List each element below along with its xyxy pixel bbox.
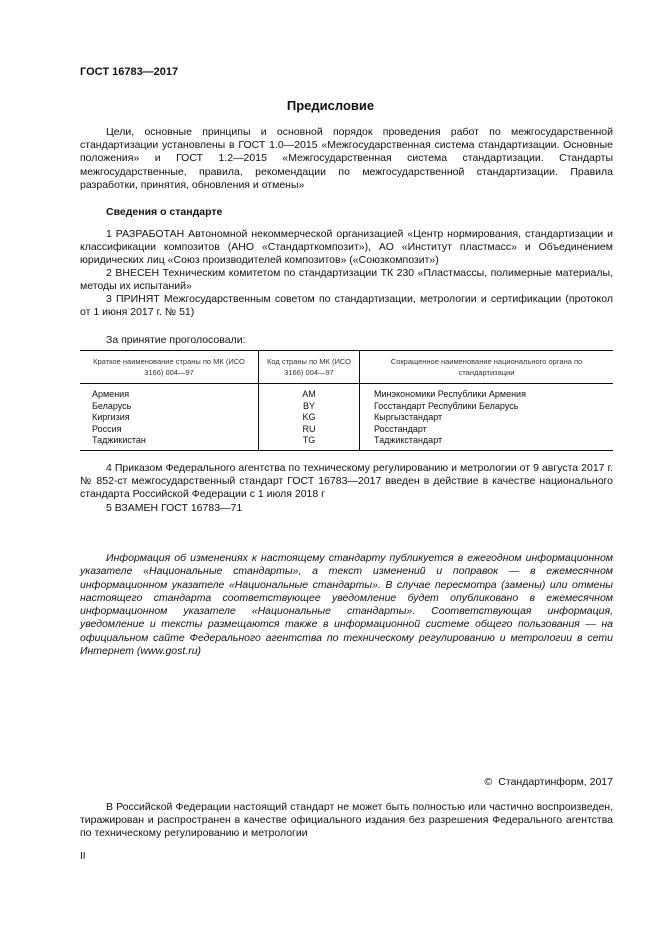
document-code: ГОСТ 16783—2017	[80, 66, 179, 78]
page-number: II	[80, 851, 86, 862]
body-cell: Росстандарт	[360, 424, 614, 436]
code-cell: KG	[259, 412, 360, 424]
table-header-row	[80, 351, 613, 384]
column-header-country: Краткое наименование страны по МК (ИСО 3166) 004—97	[80, 351, 259, 384]
code-cell: BY	[259, 401, 360, 413]
copyright-symbol: ©	[484, 776, 493, 788]
code-cell: AM	[259, 384, 360, 401]
table-row	[80, 401, 613, 413]
intro-paragraph: Цели, основные принципы и основной порядок проведения работ по межгосударственной стандартизации установлены в ГОСТ 1.0—2015 «Межгосударственная система стандартизации. Основные положения» и ГОСТ 1.2—2015 «Межгосударственная система стандартизации. Стандарты межгосударственные, правила, рекомендации по межгосударственной стандартизации. Правила разработки, принятия, обновления и отмены»	[80, 126, 613, 191]
item-enacted: 4 Приказом Федерального агентства по техническому регулированию и метрологии от 9 августа 2017 г. № 852-ст межгосударственный стандарт ГОСТ 16783—2017 введен в действие в качестве национального стандарта Российской Федерации с 1 июля 2018 г	[80, 462, 613, 501]
table-row	[80, 384, 613, 401]
item-introduced: 2 ВНЕСЕН Техническим комитетом по стандартизации ТК 230 «Пластмассы, полимерные материалы, методы их испытаний»	[80, 267, 613, 293]
vote-label: За принятие проголосовали:	[106, 334, 246, 346]
body-cell: Кыргызстандарт	[360, 412, 614, 424]
table-row	[80, 412, 613, 424]
column-header-code: Код страны по МК (ИСО 3166) 004—97	[259, 351, 360, 384]
copyright-line	[485, 776, 613, 788]
standard-info-heading: Сведения о стандарте	[106, 206, 223, 218]
body-cell: Госстандарт Республики Беларусь	[360, 401, 614, 413]
item-developed: 1 РАЗРАБОТАН Автономной некоммерческой организацией «Центр нормирования, стандартизации и классификации композитов (АНО «Стандарткомпозит»), АО «Институт пластмасс» и Объединением юридических лиц «Союз производителей композитов» («Союзкомпозит»)	[80, 228, 613, 267]
code-cell: TG	[259, 435, 360, 450]
country-cell: Киргизия	[92, 412, 130, 422]
country-cell: Таджикистан	[80, 435, 259, 450]
copyright-text: Стандартинформ, 2017	[498, 776, 613, 788]
body-cell: Таджикстандарт	[360, 435, 614, 450]
code-cell: RU	[259, 424, 360, 436]
table-row	[80, 435, 613, 450]
item-adopted: 3 ПРИНЯТ Межгосударственным советом по стандартизации, метрологии и сертификации (протокол от 1 июня 2017 г. № 51)	[80, 293, 613, 319]
table-row	[80, 424, 613, 436]
item-replaces: 5 ВЗАМЕН ГОСТ 16783—71	[106, 502, 243, 514]
body-cell: Минэкономики Республики Армения	[360, 384, 614, 401]
column-header-body: Сокращенное наименование национального органа по стандартизации	[360, 351, 614, 384]
country-cell: Россия	[92, 423, 122, 434]
voting-countries-table	[80, 350, 613, 451]
changes-info-notice: Информация об изменениях к настоящему стандарту публикуется в ежегодном информационном указателе «Национальные стандарты», а текст изменений и поправок — в ежемесячном информационном указателе «Национальные стандарты». В случае пересмотра (замены) или отмены настоящего стандарта соответствующее уведомление будет опубликовано в ежемесячном информационном указателе «Национальные стандарты». Соответствующая информация, уведомление и тексты размещаются также в информационной системе общего пользования — на официальном сайте Федерального агентства по техническому регулированию и метрологии в сети Интернет (www.gost.ru)	[80, 552, 613, 658]
reproduction-rights-notice: В Российской Федерации настоящий стандарт не может быть полностью или частично воспроизведен, тиражирован и распространен в качестве официального издания без разрешения Федерального агентства по техническому регулированию и метрологии	[80, 801, 613, 840]
country-cell: Армения	[92, 389, 130, 399]
page-title: Предисловие	[286, 98, 375, 113]
country-cell: Беларусь	[92, 400, 132, 411]
